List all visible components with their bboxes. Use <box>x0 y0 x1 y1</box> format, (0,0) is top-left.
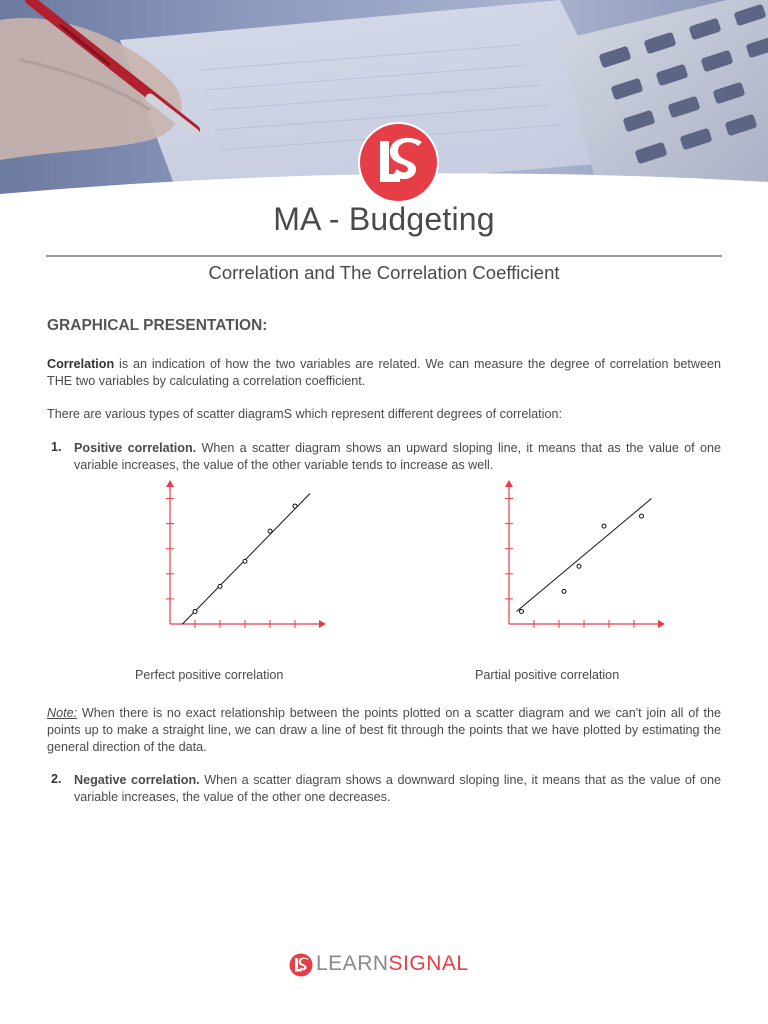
footer-ls-logo-icon <box>289 953 313 977</box>
list-number-2: 2. <box>51 772 62 786</box>
footer-brand-learn: LEARN <box>316 952 389 975</box>
data-point <box>218 584 222 588</box>
trend-line <box>517 499 652 612</box>
note-text: When there is no exact relationship between the points plotted on a scatter diagram and we can't join all of the points up to make a straight line, we can draw a line of best fit through the points that we have plotted by estimating the general direction of the data. <box>47 706 721 754</box>
item2-text: When a scatter diagram shows a downward sloping line, it means that as the value of one variable increases, the value of the other one decreases. <box>74 773 721 804</box>
data-point <box>193 609 197 613</box>
chart-caption-partial: Partial positive correlation <box>475 668 620 682</box>
intro-text: is an indication of how the two variables are related. We can measure the degree of correlation between THE two variables by calculating a correlation coefficient. <box>47 357 721 388</box>
item1-text: When a scatter diagram shows an upward sloping line, it means that as the value of one variable increases, the value of the other variable tends to increase as well. <box>74 441 721 472</box>
perfect-positive-correlation-chart <box>150 476 330 636</box>
note-label: Note: <box>47 706 78 720</box>
data-point <box>293 504 297 508</box>
item1-term: Positive correlation. <box>74 441 197 455</box>
data-point <box>562 589 566 593</box>
list-item-negative-correlation <box>74 772 721 806</box>
footer-brand-text <box>316 952 469 976</box>
ls-logo-icon <box>360 124 437 201</box>
x-axis-arrow-icon <box>319 620 326 628</box>
list-number-1: 1. <box>51 440 62 454</box>
y-axis-arrow-icon <box>505 480 513 487</box>
page-title: MA - Budgeting <box>273 201 495 237</box>
data-point <box>268 529 272 533</box>
data-point <box>640 514 644 518</box>
note-paragraph <box>47 705 721 756</box>
y-axis-arrow-icon <box>166 480 174 487</box>
data-point <box>577 564 581 568</box>
page-subtitle: Correlation and The Correlation Coefficient <box>208 262 560 283</box>
data-point <box>602 524 606 528</box>
footer-brand-signal: SIGNAL <box>388 952 469 975</box>
intro-paragraph <box>47 356 721 390</box>
item2-term: Negative correlation. <box>74 773 200 787</box>
title-divider <box>46 255 722 257</box>
data-point <box>243 559 247 563</box>
list-item-positive-correlation <box>74 440 721 474</box>
trend-line <box>183 494 311 624</box>
intro-term: Correlation <box>47 357 115 371</box>
partial-positive-correlation-chart <box>489 476 669 636</box>
brand-logo <box>360 124 437 201</box>
data-point <box>520 609 524 613</box>
section-heading: GRAPHICAL PRESENTATION: <box>47 317 268 334</box>
chart-caption-perfect: Perfect positive correlation <box>135 668 284 682</box>
x-axis-arrow-icon <box>658 620 665 628</box>
types-paragraph: There are various types of scatter diagramS which represent different degrees of correlation: <box>47 407 562 421</box>
